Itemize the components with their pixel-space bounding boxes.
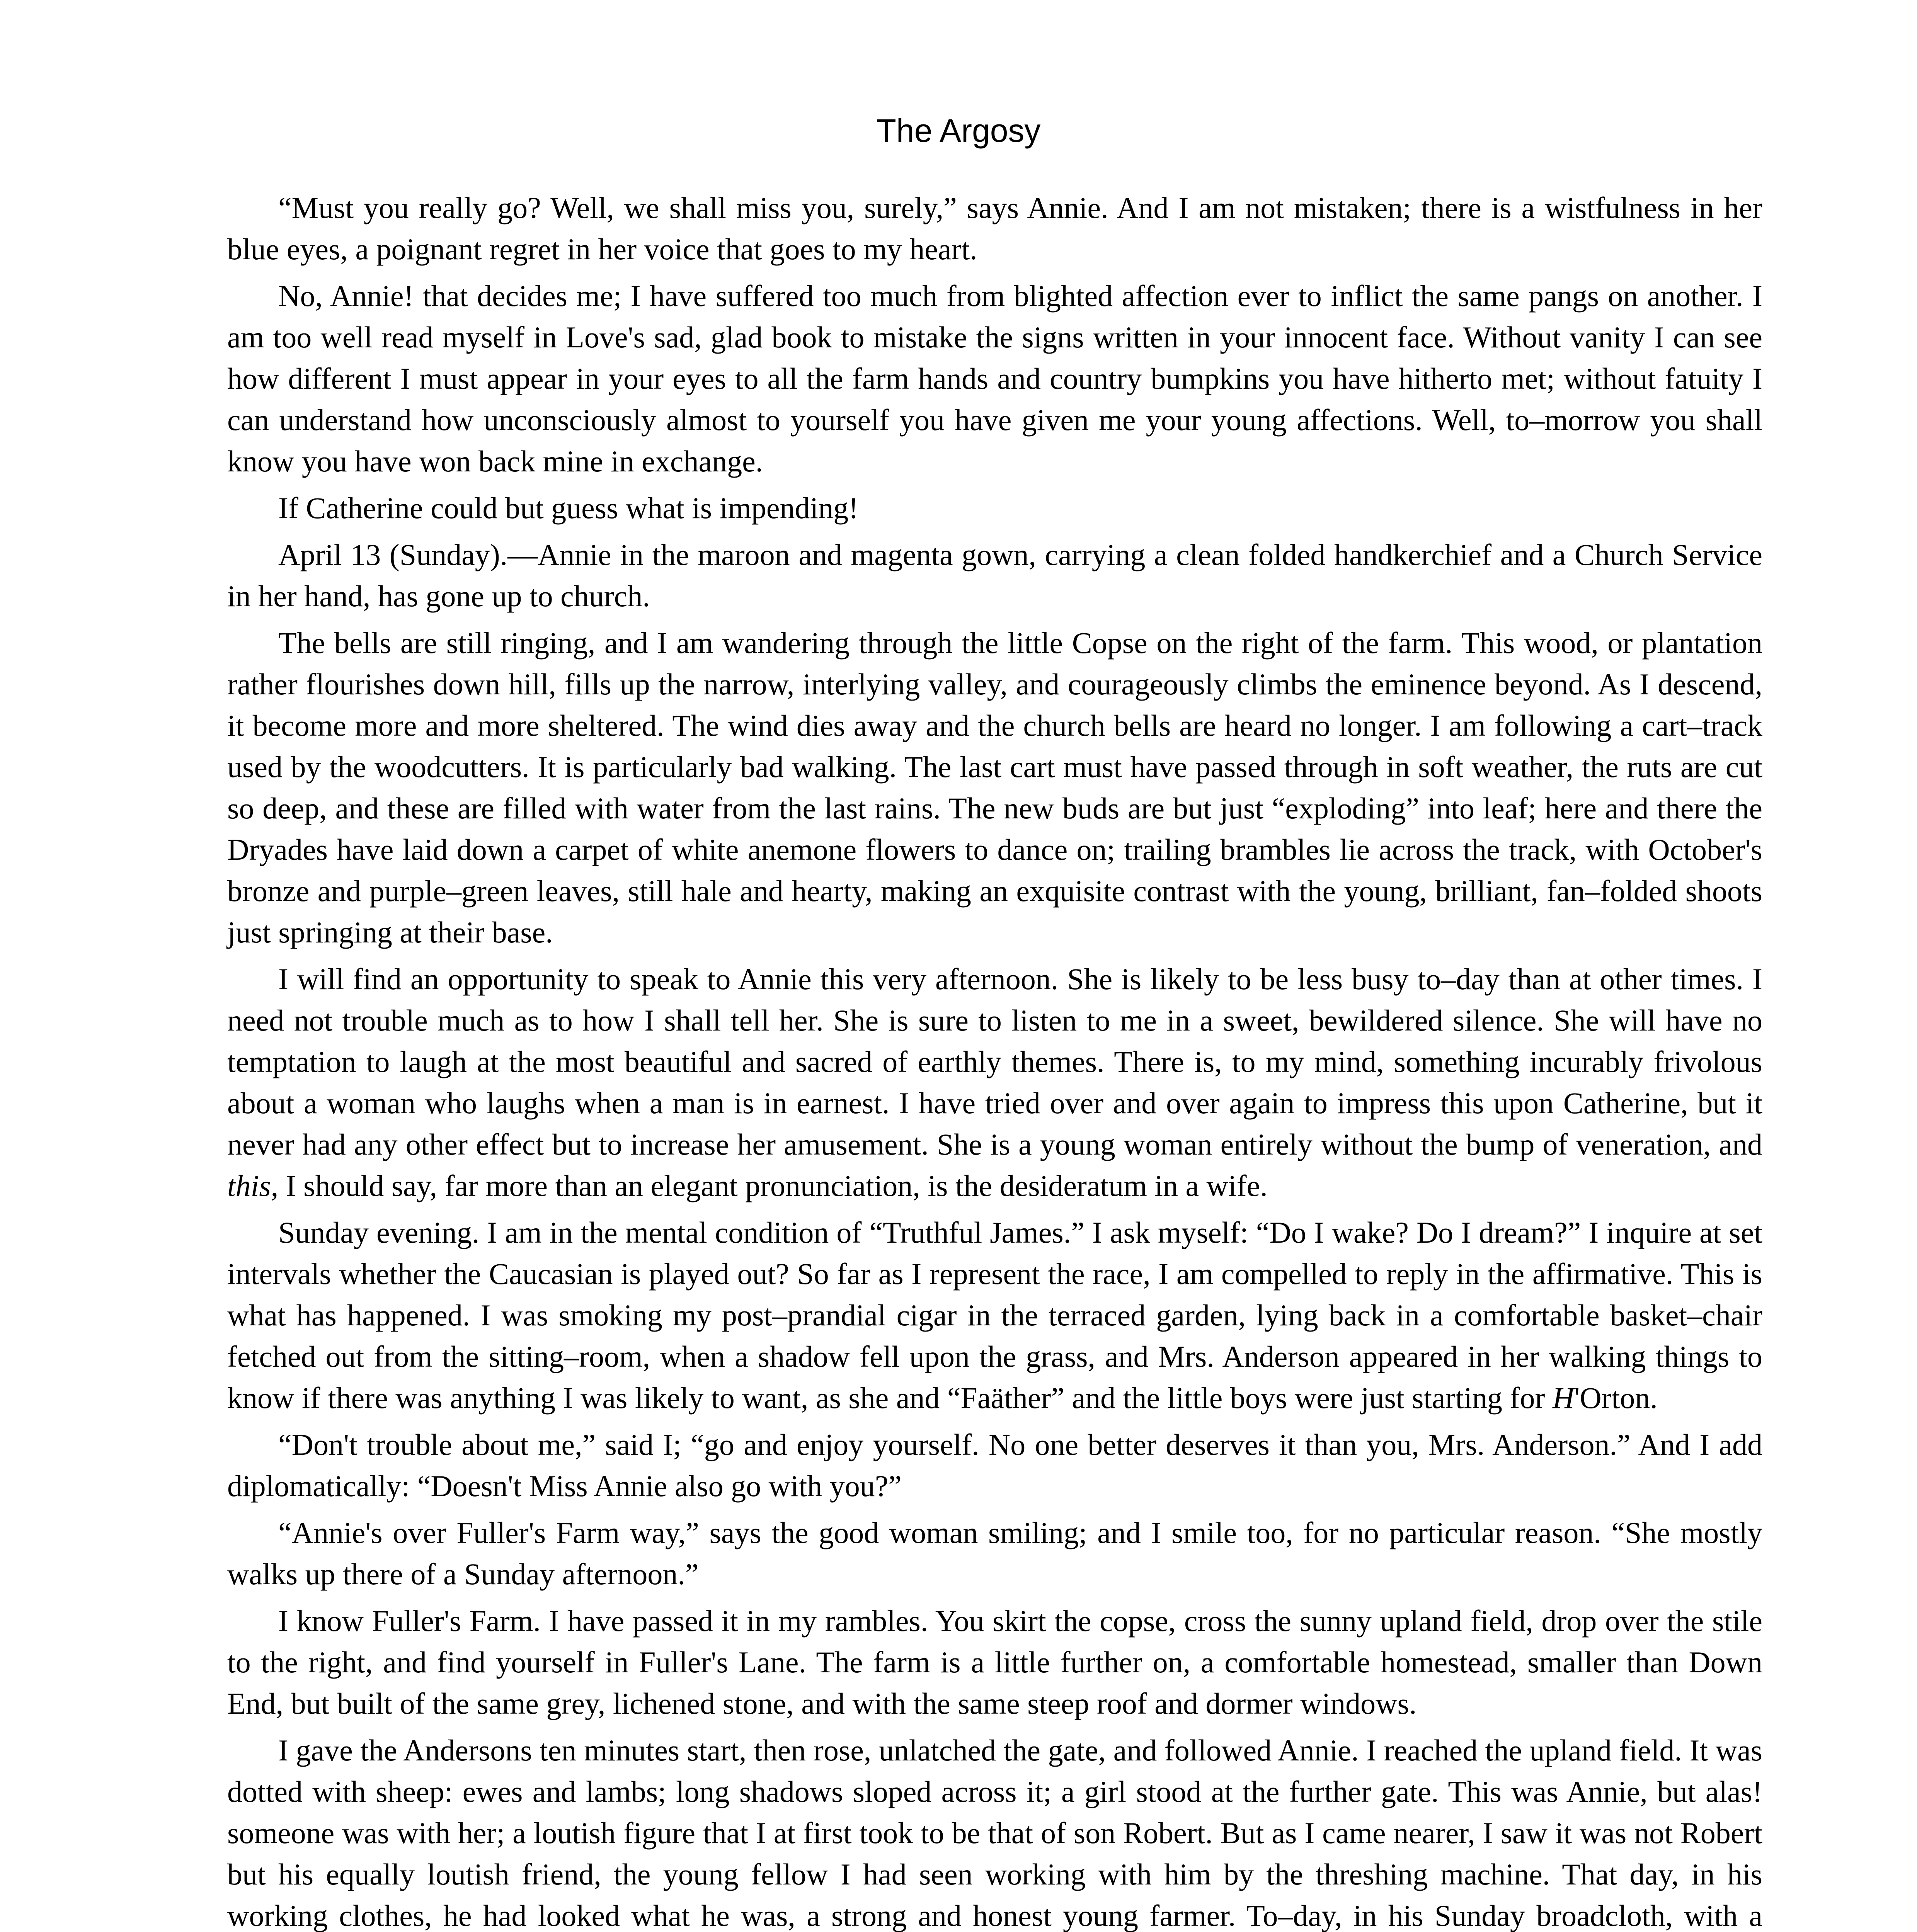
- running-header: The Argosy: [876, 112, 1041, 149]
- paragraph-text: I will find an opportunity to speak to Annie this very afternoon. She is likely to be less busy to–day than at other times. I need not trouble much as to how I shall tell her. She is sure to listen to me in a sweet, bewildered silence. She will have no temptation to laugh at the most beautiful and sacred of earthly themes. There is, to my mind, something incurably frivolous about a woman who laughs when a man is in earnest. I have tried over and over again to impress this upon Catherine, but it never had any other effect but to increase her amusement. She is a young woman entirely without the bump of veneration, and: [227, 962, 1762, 1161]
- paragraph-text: “Must you really go? Well, we shall miss you, surely,” says Annie. And I am not mistaken; there is a wistfulness in her blue eyes, a poignant regret in her voice that goes to my heart.: [227, 191, 1762, 266]
- paragraph: [227, 487, 1762, 529]
- paragraph-text: I gave the Andersons ten minutes start, then rose, unlatched the gate, and followed Annie. I reached the upland field. It was dotted with sheep: ewes and lambs; long shadows sloped across it; a girl stood at the further gate. This was Annie, but alas! someone was with her; a loutish figure that I at first took to be that of son Robert. But as I came nearer, I saw it was not Robert but his equally loutish friend, the young fellow I had seen working with him by the threshing machine. That day, in his working clothes, he had looked what he was, a strong and honest young farmer. To–day, in his Sunday broadcloth, with a: [227, 1733, 1762, 1932]
- paragraph-text: No, Annie! that decides me; I have suffered too much from blighted affection ever to inflict the same pangs on another. I am too well read myself in Love's sad, glad book to mistake the signs written in your innocent face. Without vanity I can see how different I must appear in your eyes to all the farm hands and country bumpkins you have hitherto met; without fatuity I can understand how unconsciously almost to yourself you have given me your young affections. Well, to–morrow you shall know you have won back mine in exchange.: [227, 279, 1762, 478]
- paragraph-text: I know Fuller's Farm. I have passed it in my rambles. You skirt the copse, cross the sunny upland field, drop over the stile to the right, and find yourself in Fuller's Lane. The farm is a little further on, a comfortable homestead, smaller than Down End, but built of the same grey, lichened stone, and with the same steep roof and dormer windows.: [227, 1604, 1762, 1720]
- paragraph-text: , I should say, far more than an elegant pronunciation, is the desideratum in a wife.: [271, 1169, 1268, 1202]
- paragraph-text: “Don't trouble about me,” said I; “go and enjoy yourself. No one better deserves it than you, Mrs. Anderson.” And I add diplomatically: “Doesn't Miss Annie also go with you?”: [227, 1428, 1762, 1503]
- paragraph-text: 'Orton.: [1574, 1381, 1658, 1415]
- paragraph: [227, 1212, 1762, 1418]
- paragraph-text: Sunday evening. I am in the mental condition of “Truthful James.” I ask myself: “Do I wake? Do I dream?” I inquire at set intervals whether the Caucasian is played out? So far as I represent the race, I am compelled to reply in the affirmative. This is what has happened. I was smoking my post–prandial cigar in the terraced garden, lying back in a comfortable basket–chair fetched out from the sitting–room, when a shadow fell upon the grass, and Mrs. Anderson appeared in her walking things to know if there was anything I was likely to want, as she and “Faäther” and the little boys were just starting for: [227, 1216, 1762, 1415]
- paragraph: [227, 1730, 1762, 1932]
- italic-text: H: [1552, 1381, 1575, 1415]
- paragraph: [227, 622, 1762, 953]
- paragraph: [227, 275, 1762, 482]
- paragraph: [227, 1600, 1762, 1724]
- body-text: [227, 187, 1762, 1932]
- italic-text: this: [227, 1169, 271, 1202]
- paragraph-text: The bells are still ringing, and I am wandering through the little Copse on the right of the farm. This wood, or plantation rather flourishes down hill, fills up the narrow, interlying valley, and courageously climbs the eminence beyond. As I descend, it become more and more sheltered. The wind dies away and the church bells are heard no longer. I am following a cart–track used by the woodcutters. It is particularly bad walking. The last cart must have passed through in soft weather, the ruts are cut so deep, and these are filled with water from the last rains. The new buds are but just “exploding” into leaf; here and there the Dryades have laid down a carpet of white anemone flowers to dance on; trailing brambles lie across the track, with October's bronze and purple–green leaves, still hale and hearty, making an exquisite contrast with the young, brilliant, fan–folded shoots just springing at their base.: [227, 626, 1762, 949]
- paragraph-text: If Catherine could but guess what is impending!: [278, 491, 859, 525]
- paragraph-text: April 13 (Sunday).—Annie in the maroon and magenta gown, carrying a clean folded handkerchief and a Church Service in her hand, has gone up to church.: [227, 538, 1762, 613]
- paragraph: [227, 187, 1762, 270]
- paragraph: [227, 958, 1762, 1206]
- paragraph: [227, 1424, 1762, 1507]
- paragraph: [227, 534, 1762, 617]
- paragraph: [227, 1512, 1762, 1595]
- paragraph-text: “Annie's over Fuller's Farm way,” says the good woman smiling; and I smile too, for no particular reason. “She mostly walks up there of a Sunday afternoon.”: [227, 1516, 1762, 1591]
